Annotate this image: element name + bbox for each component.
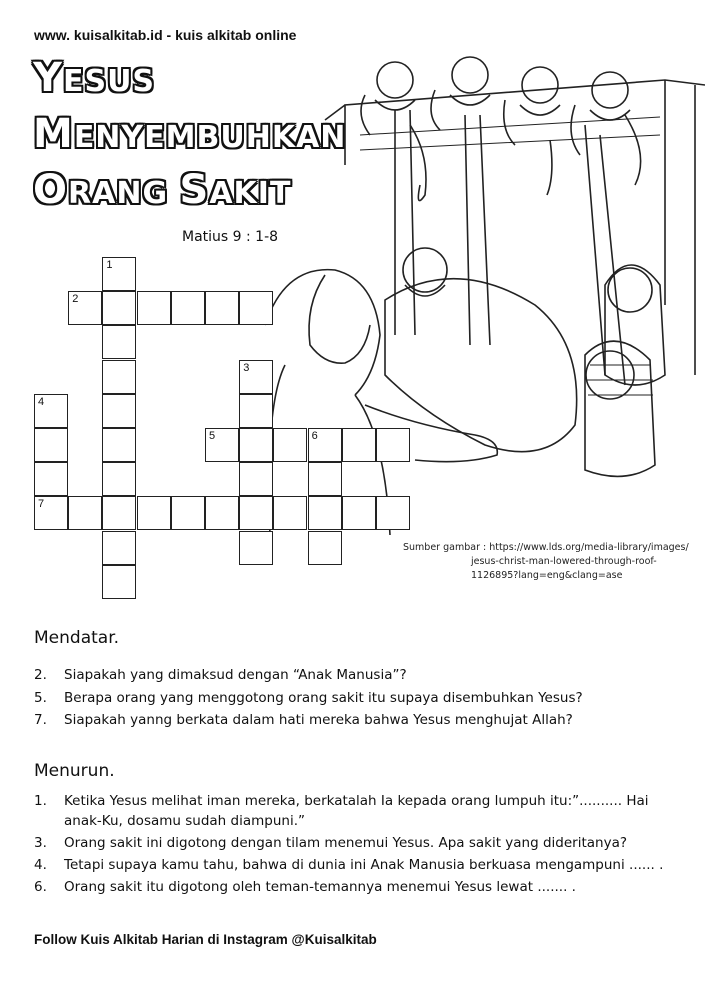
crossword-cell[interactable]: [102, 394, 136, 428]
crossword-cell[interactable]: [376, 428, 410, 462]
crossword-cell[interactable]: [308, 531, 342, 565]
crossword-cell[interactable]: [68, 496, 102, 530]
menurun-heading: Menurun.: [34, 761, 115, 781]
crossword-cell[interactable]: [205, 496, 239, 530]
mendatar-clue: 7. Siapakah yanng berkata dalam hati mereka bahwa Yesus menghujat Allah?: [34, 712, 573, 728]
crossword-cell[interactable]: [239, 394, 273, 428]
crossword-cell[interactable]: [273, 496, 307, 530]
crossword-cell[interactable]: [342, 428, 376, 462]
crossword-cell[interactable]: [137, 496, 171, 530]
menurun-clue: 4. Tetapi supaya kamu tahu, bahwa di dunia ini Anak Manusia berkuasa mengampuni ...... .: [34, 857, 664, 873]
crossword-cell[interactable]: [102, 291, 136, 325]
crossword-cell[interactable]: [239, 291, 273, 325]
crossword-number: 3: [243, 361, 250, 374]
crossword-number: 5: [209, 430, 216, 442]
title-line-3: ORANG SAKIT: [33, 167, 292, 213]
footer-instagram: Follow Kuis Alkitab Harian di Instagram @Kuisalkitab: [34, 932, 377, 947]
crossword-cell[interactable]: [34, 428, 68, 462]
menurun-clue: 1. Ketika Yesus melihat iman mereka, berkatalah Ia kepada orang lumpuh itu:”.......... Hai anak-Ku, dosamu sudah diampuni.”: [34, 793, 649, 829]
mendatar-heading: Mendatar.: [34, 628, 120, 648]
image-source: Sumber gambar : https://www.lds.org/media-library/images/ jesus-christ-man-lowered-through-roof- 1126895?lang=eng&clang=ase: [403, 542, 689, 581]
crossword-cell[interactable]: [102, 462, 136, 496]
crossword-cell[interactable]: [239, 360, 273, 394]
crossword-cell[interactable]: [102, 360, 136, 394]
menurun-clue: 6. Orang sakit itu digotong oleh teman-temannya menemui Yesus lewat ....... .: [34, 879, 576, 895]
crossword-number: 4: [38, 395, 45, 408]
crossword-cell[interactable]: [102, 531, 136, 565]
title-line-2: MENYEMBUHKAN: [33, 111, 347, 157]
crossword-cell[interactable]: [239, 496, 273, 530]
crossword-cell[interactable]: [68, 291, 102, 325]
crossword-cell[interactable]: [239, 462, 273, 496]
crossword-cell[interactable]: [171, 496, 205, 530]
crossword-number: 1: [106, 259, 113, 271]
site-header: www. kuisalkitab.id - kuis alkitab online: [34, 27, 297, 43]
crossword-cell[interactable]: [205, 291, 239, 325]
crossword-cell[interactable]: [205, 428, 239, 462]
crossword-cell[interactable]: [102, 428, 136, 462]
crossword-number: 6: [311, 430, 318, 442]
crossword-cell[interactable]: [239, 531, 273, 565]
crossword-cell[interactable]: [376, 496, 410, 530]
crossword-cell[interactable]: [273, 428, 307, 462]
mendatar-clue: 2. Siapakah yang dimaksud dengan “Anak Manusia”?: [34, 667, 407, 683]
crossword-cell[interactable]: [34, 462, 68, 496]
mendatar-clue: 5. Berapa orang yang menggotong orang sakit itu supaya disembuhkan Yesus?: [34, 690, 583, 706]
crossword-cell[interactable]: [171, 291, 205, 325]
crossword-number: 2: [72, 293, 79, 306]
title-line-1: YESUS: [33, 55, 156, 101]
crossword-cell[interactable]: [137, 291, 171, 325]
crossword-cell[interactable]: [102, 496, 136, 530]
crossword-cell[interactable]: [342, 496, 376, 530]
crossword-cell[interactable]: [308, 496, 342, 530]
crossword-cell[interactable]: [308, 462, 342, 496]
crossword-cell[interactable]: [102, 565, 136, 599]
crossword-cell[interactable]: [34, 496, 68, 530]
bible-verse: Matius 9 : 1-8: [182, 229, 279, 245]
crossword-number: 7: [38, 498, 45, 511]
crossword-cell[interactable]: [34, 394, 68, 428]
menurun-clue: 3. Orang sakit ini digotong dengan tilam menemui Yesus. Apa sakit yang dideritanya?: [34, 835, 628, 851]
crossword-cell[interactable]: [308, 428, 342, 462]
crossword-cell[interactable]: [102, 325, 136, 359]
crossword-cell[interactable]: [102, 257, 136, 291]
crossword-cell[interactable]: [239, 428, 273, 462]
